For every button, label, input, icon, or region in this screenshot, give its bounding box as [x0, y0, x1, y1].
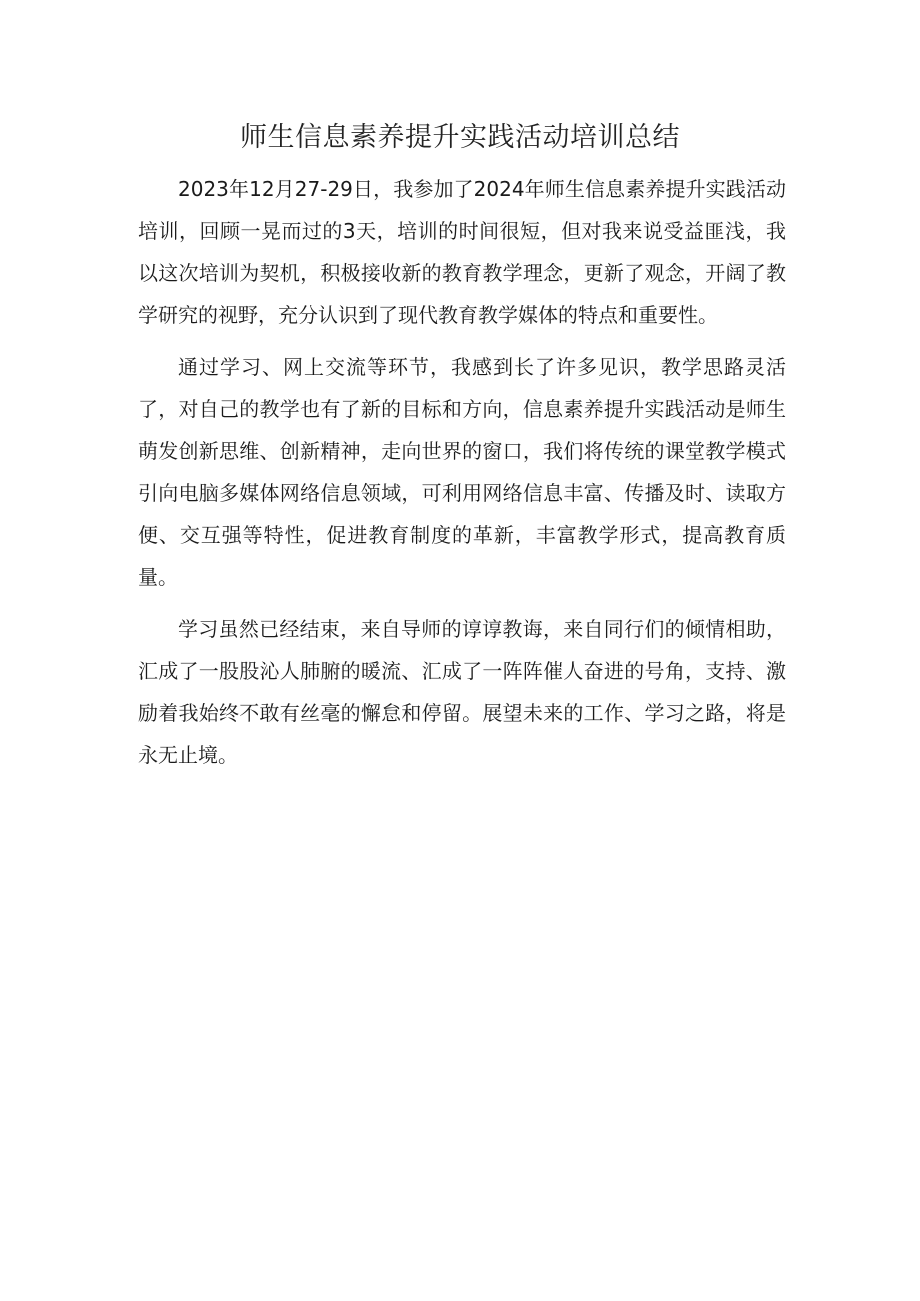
paragraph-2: 通过学习、网上交流等环节，我感到长了许多见识，教学思路灵活了，对自己的教学也有了新的目标和方向，信息素养提升实践活动是师生萌发创新思维、创新精神，走向世界的窗口，我们将传统的课堂教学模式引向电脑多媒体网络信息领域，可利用网络信息丰富、传播及时、读取方便、交互强等特性，促进教育制度的革新，丰富教学形式，提高教育质量。: [138, 355, 786, 589]
document-title: 师生信息素养提升实践活动培训总结: [240, 122, 680, 153]
paragraph-1: 2023年12月27-29日，我参加了2024年师生信息素养提升实践活动培训，回顾一晃而过的3天，培训的时间很短，但对我来说受益匪浅，我以这次培训为契机，积极接收新的教育教学理念，更新了观念，开阔了教学研究的视野，充分认识到了现代教育教学媒体的特点和重要性。: [138, 177, 786, 327]
document-body: [138, 168, 786, 776]
paragraph-3: 学习虽然已经结束，来自导师的谆谆教诲，来自同行们的倾情相助，汇成了一股股沁人肺腑的暖流、汇成了一阵阵催人奋进的号角，支持、激励着我始终不敢有丝毫的懈怠和停留。展望未来的工作、学习之路，将是永无止境。: [138, 617, 786, 767]
